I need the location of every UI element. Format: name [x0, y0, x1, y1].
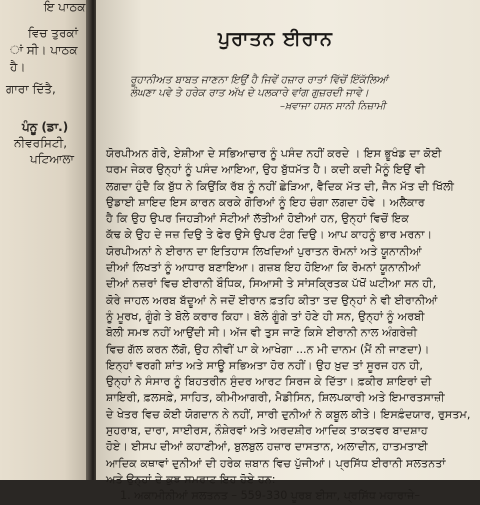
body-line: ਬੋਲੀ ਸਮਝ ਨਹੀਂ ਆਉਂਦੀ ਸੀ। ਅੱਜ ਵੀ ਤੁਸ ਜਾਣੋ ਕਿਸੇ ਈਰਾਨੀ ਨਾਲ ਅੰਗਰੇਜ਼ੀ	[106, 326, 418, 340]
body-line: ਨੂੰ ਮੂਰਖ, ਗੂੰਗੇ ਤੇ ਬੋਲੇ ਕਰਾਰ ਕਿਹਾ। ਬੋਲੇ ਗੂੰਗੇ ਤਾਂ ਹੋਣੇ ਹੀ ਸਨ, ਉਨ੍ਹਾਂ ਨੂੰ ਅਰਬੀ	[106, 309, 425, 323]
list-item: 1. ਅਕਾਮੀਨੀਆਂ ਸਲਤਨਤ – 559-330 ਪੂਰਬ ਈਸਾ, ਪ੍ਰਸਿੱਧ ਮਹਾਰਾਜੇ–	[120, 489, 420, 503]
body-line: ਸ਼ਾਇਰੀ, ਫ਼ਲਸਫ਼ੇ, ਸਾਹਿਤ, ਕੀਮੀਆਗਰੀ, ਮੈਡੀਸਿਨ, ਸ਼ਿਲਪਕਾਰੀ ਅਤੇ ਇਮਾਰਤਸਾਜ਼ੀ	[106, 391, 445, 405]
body-line: ਦੀਆਂ ਨਜ਼ਰਾਂ ਵਿਚ ਈਰਾਨੀ ਬੌਧਿਕ, ਸਿਆਸੀ ਤੇ ਸਾਂਸਕ੍ਰਿਤਕ ਪੱਖੋਂ ਘਟੀਆ ਸਨ ਹੀ,	[106, 277, 437, 291]
body-line: ਧਰਮ ਜੇਕਰ ਉਨ੍ਹਾਂ ਨੂੰ ਪਸੰਦ ਆਇਆ, ਉਹ ਬੁੱਧਮੱਤ ਹੈ। ਕਦੀ ਕਦੀ ਮੈਨੂੰ ਇਉਂ ਵੀ	[106, 163, 426, 177]
body-line: ਸੁਹਰਾਬ, ਦਾਰਾ, ਸਾਈਰਸ, ਨੌਸ਼ੇਰਵਾਂ ਅਤੇ ਅਰਦਸ਼ੀਰ ਆਦਿਕ ਤਾਕਤਵਰ ਬਾਦਸ਼ਾਹ	[106, 424, 428, 438]
body-line: ਉਡਾਈ ਸ਼ਾਇਦ ਇਸ ਕਾਰਨ ਕਰਕੇ ਗੋਰਿਆਂ ਨੂੰ ਇਹ ਚੰਗਾ ਲਗਦਾ ਹੋਵੇ । ਅਲੈਕਾਰ	[106, 195, 425, 209]
left-page-text: ਾਂ ਸੀ। ਪਾਠਕ	[10, 43, 78, 57]
left-page-text: ਪੰਨੂ (ਡਾ.)	[22, 120, 69, 134]
body-line: ਦੀਆਂ ਲਿਖਤਾਂ ਨੂੰ ਆਧਾਰ ਬਣਾਇਆ। ਗਜ਼ਬ ਇਹ ਹੋਇਆ ਕਿ ਰੋਮਨਾਂ ਯੂਨਾਨੀਆਂ	[106, 261, 421, 275]
body-line: ਯੋਰਪੀਅਨਾਂ ਨੇ ਈਰਾਨ ਦਾ ਇਤਿਹਾਸ ਲਿਖਦਿਆਂ ਪੁਰਾਤਨ ਰੋਮਨਾਂ ਅਤੇ ਯੂਨਾਨੀਆਂ	[106, 244, 422, 258]
body-text	[106, 146, 478, 505]
body-line: ਕੋਰੇ ਜਾਹਲ ਅਰਬ ਬੱਦੂਆਂ ਨੇ ਜਦੋਂ ਈਰਾਨ ਫ਼ਤਹਿ ਕੀਤਾ ਤਦ ਉਨ੍ਹਾਂ ਨੇ ਵੀ ਈਰਾਨੀਆਂ	[106, 293, 438, 307]
epigraph-line: ਰੂਹਾਨੀਅਤ ਬਾਬਤ ਜਾਣਨਾ ਇਉਂ ਹੈ ਜਿਵੇਂ ਹਜ਼ਾਰ ਰਾਤਾਂ ਵਿੱਚੋਂ ਇੱਕੱਲਿਆਂ	[130, 74, 388, 86]
body-line: ਉਨ੍ਹਾਂ ਨੇ ਸੰਸਾਰ ਨੂੰ ਬਿਹਤਰੀਨ ਸੁੰਦਰ ਆਰਟ ਸਿਰਜ ਕੇ ਦਿੱਤਾ। ਫ਼ਕੀਰ ਸ਼ਾਇਰਾਂ ਦੀ	[106, 375, 432, 389]
body-line: ਹੈ ਕਿ ਉਹ ਉਪਰ ਜਿਹੜੀਆਂ ਸੋਟੀਆਂ ਲੱਤੀਆਂ ਹੋਈਆਂ ਹਨ, ਉਨ੍ਹਾਂ ਵਿਚੋਂ ਇਕ	[106, 212, 410, 226]
left-page-text: ਹੈ।	[10, 60, 26, 74]
epigraph-author: –ਖ਼ਵਾਜਾ ਹਸਨ ਸਾਨੀ ਨਿਜ਼ਾਮੀ	[280, 101, 386, 112]
body-line: ਆਦਿਕ ਕਥਾਵਾਂ ਦੁਨੀਆਂ ਦੀ ਹਰੇਕ ਜ਼ਬਾਨ ਵਿਚ ਪੁੱਜੀਆਂ। ਪ੍ਰਸਿੱਧ ਈਰਾਨੀ ਸਲਤਨਤਾਂ	[106, 456, 446, 470]
body-line: ਹੋਏ। ਈਸਪ ਦੀਆਂ ਕਹਾਣੀਆਂ, ਬੁਲਬੁਲ ਹਜ਼ਾਰ ਦਾਸਤਾਨ, ਅਲਾਦੀਨ, ਹਾਤਮਤਾਈ	[106, 440, 428, 454]
right-page	[96, 0, 480, 503]
body-line: ਵਿਚ ਗੱਲ ਕਰਨ ਲੱਗੋ, ਉਹ ਨੀਵੀਂ ਪਾ ਕੇ ਆਖੇਗਾ ...ਨ ਮੀ ਦਾਨਮ (ਮੈਂ ਨੀ ਜਾਣਦਾ)।	[106, 342, 430, 356]
left-page-text: ਇ ਪਾਠਕ	[44, 0, 86, 14]
epigraph-line: ਲੰਘਣਾ ਪਵੇ ਤੇ ਹਰੇਕ ਰਾਤ ਅੱਖ ਦੇ ਪਲਕਾਰੇ ਵਾਂਗ ਗੁਜ਼ਰਦੀ ਜਾਵੇ।	[130, 87, 369, 99]
body-line: ਦੇ ਖੇਤਰ ਵਿਚ ਕੋਈ ਯੋਗਦਾਨ ਨੇ ਨਹੀਂ, ਸਾਰੀ ਦੁਨੀਆਂ ਨੇ ਕਬੂਲ ਕੀਤੇ। ਇਸਫ਼ੰਦਯਾਰ, ਰੁਸਤਮ,	[106, 407, 471, 421]
chapter-title: ਪੁਰਾਤਨ ਈਰਾਨ	[218, 28, 333, 50]
left-page-text: ਨੀਵਰਸਿਟੀ,	[14, 136, 68, 150]
left-page-text: ਪਟਿਆਲਾ	[30, 152, 74, 166]
body-line: ਇਨ੍ਹਾਂ ਵਰਗੀ ਸ਼ਾਂਤ ਅਤੇ ਸਾਊ ਸਭਿਅਤਾ ਹੋਰ ਨਹੀਂ। ਉਹ ਖ਼ੁਦ ਤਾਂ ਸੂਰਜ ਹਨ ਹੀ,	[106, 358, 423, 372]
epigraph	[130, 74, 430, 113]
body-line: ਅਤੇ ਉਨ੍ਹਾਂ ਦੇ ਕੁਝ ਸਮਰਾਟ ਇਹ ਹੋਏ ਹਨ:	[106, 472, 276, 486]
body-line: ਕੱਢ ਕੇ ਉਹ ਦੇ ਜਜ਼ ਦਿਉ ਤੇ ਫੇਰ ਉਸੇ ਉਪਰ ਟੰਗ ਦਿਉ। ਆਪ ਕਾਹਨੂੰ ਭਾਰ ਮਰਨਾ।	[106, 228, 433, 242]
left-page	[0, 0, 92, 480]
left-page-text: ਵਿਚ ਤੁਰਕਾਂ	[28, 26, 78, 40]
left-page-text: ਗਾਰਾ ਦਿੱਤੈ,	[6, 82, 56, 96]
body-line: ਯੋਰਪੀਅਨ ਗੋਰੇ, ਏਸ਼ੀਆ ਦੇ ਸਭਿਆਚਾਰ ਨੂੰ ਪਸੰਦ ਨਹੀਂ ਕਰਦੇ । ਇਸ ਭੂਖੰਡ ਦਾ ਕੋਈ	[106, 147, 442, 160]
body-line: ਲਗਦਾ ਹੁੰਦੈ ਕਿ ਬੁੱਧ ਨੇ ਕਿਉਂਕਿ ਰੱਬ ਨੂੰ ਨਹੀਂ ਛੇੜਿਆ, ਵੈਦਿਕ ਮੱਤ ਦੀ, ਜੈਨ ਮੱਤ ਦੀ ਖਿੱਲੀ	[106, 179, 455, 193]
